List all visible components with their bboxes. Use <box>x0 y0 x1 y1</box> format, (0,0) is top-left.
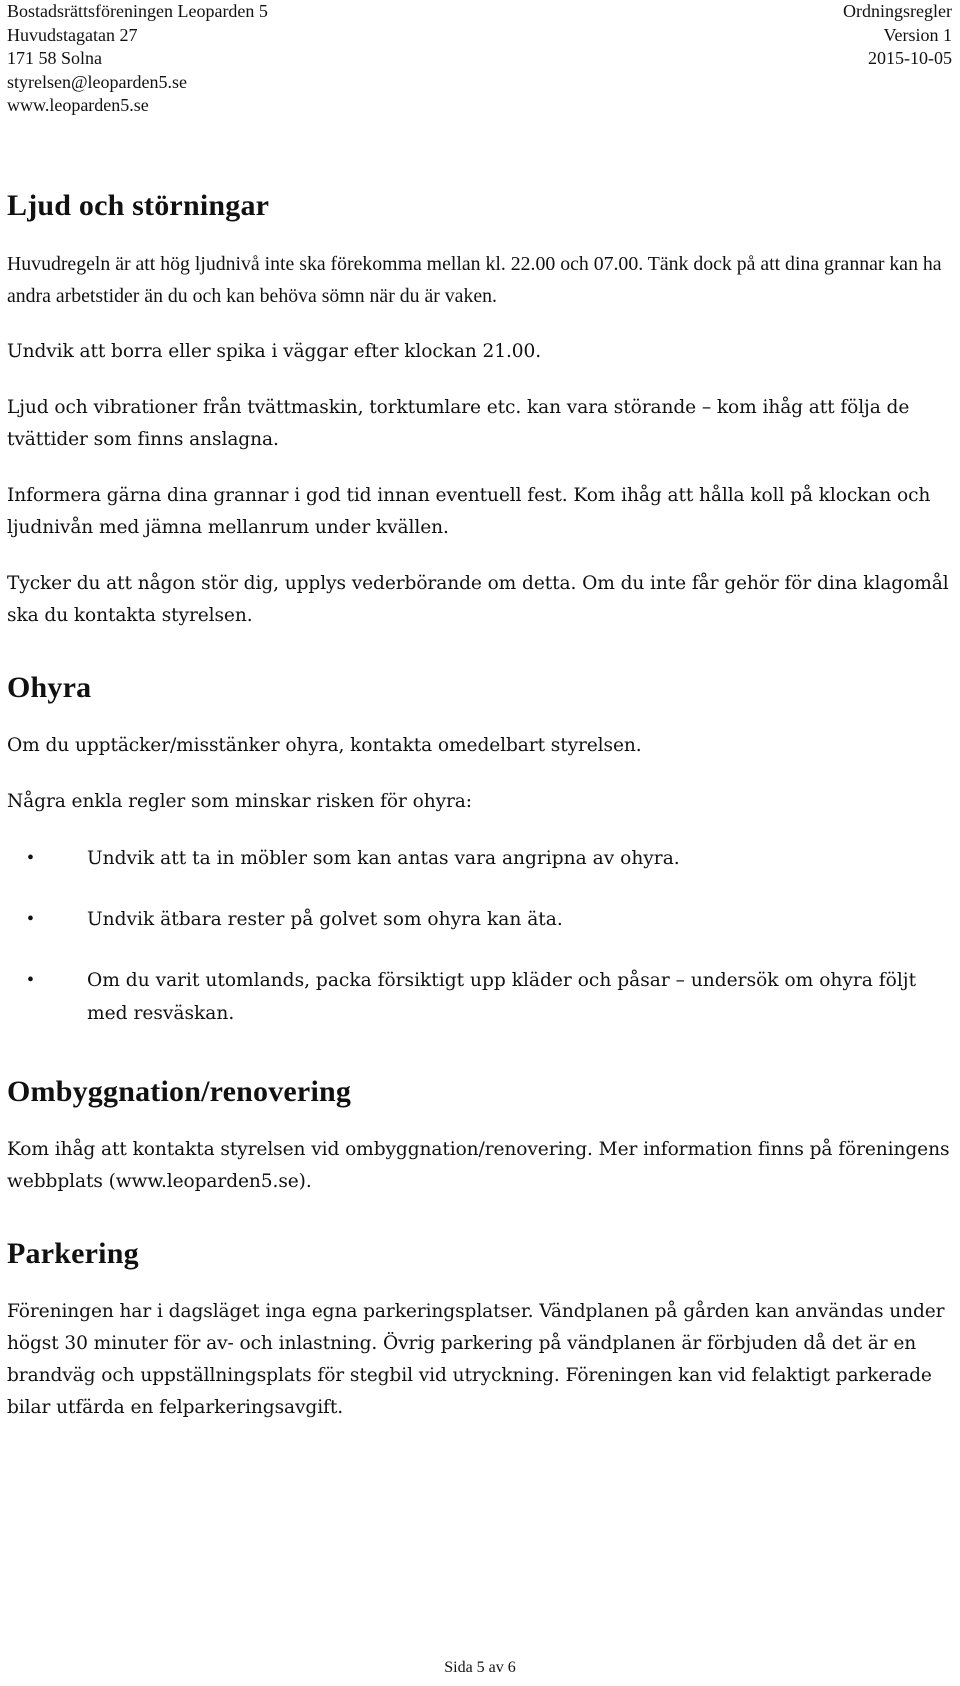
list-item-text: Undvik ätbara rester på golvet som ohyra kan äta. <box>87 909 563 930</box>
noise-paragraph-quiet-hours: Huvudregeln är att hög ljudnivå inte ska förekomma mellan kl. 22.00 och 07.00. Tänk dock på att dina grannar kan ha andra arbetstider än du och kan behöva sömn när du är vaken. <box>7 253 942 307</box>
header-document-info <box>843 0 952 71</box>
postal-address: 171 58 Solna <box>7 48 103 68</box>
street-address: Huvudstagatan 27 <box>7 24 138 45</box>
noise-paragraph-complaints: Tycker du att någon stör dig, upplys vederbörande om detta. Om du inte får gehör för dina klagomål ska du kontakta styrelsen. <box>7 573 949 626</box>
list-item-text: Undvik att ta in möbler som kan antas vara angripna av ohyra. <box>87 848 680 869</box>
pests-paragraph-rules-intro: Några enkla regler som minskar risken för ohyra: <box>7 791 472 812</box>
document-date: 2015-10-05 <box>868 48 952 68</box>
list-item <box>7 964 952 1030</box>
section-heading-parking: Parkering <box>7 1237 139 1270</box>
noise-paragraph-laundry: Ljud och vibrationer från tvättmaskin, torktumlare etc. kan vara störande – kom ihåg att följa de tvättider som finns anslagna. <box>7 397 910 450</box>
document-body <box>7 186 952 1448</box>
bullet-icon: • <box>27 969 34 991</box>
document-version: Version 1 <box>883 24 952 45</box>
website-address: www.leoparden5.se <box>7 95 149 115</box>
email-address: styrelsen@leoparden5.se <box>7 71 188 92</box>
bullet-icon: • <box>27 847 34 869</box>
association-name: Bostadsrättsföreningen Leoparden 5 <box>7 1 268 21</box>
list-item <box>7 903 952 936</box>
pests-paragraph-contact: Om du upptäcker/misstänker ohyra, kontakta omedelbart styrelsen. <box>7 735 642 756</box>
list-item <box>7 842 952 875</box>
noise-paragraph-drilling: Undvik att borra eller spika i väggar efter klockan 21.00. <box>7 341 542 362</box>
renovation-paragraph: Kom ihåg att kontakta styrelsen vid ombyggnation/renovering. Mer information finns på föreningens webbplats (www.leoparden5.se). <box>7 1139 950 1192</box>
parking-paragraph: Föreningen har i dagsläget inga egna parkeringsplatser. Vändplanen på gården kan användas under högst 30 minuter för av- och inlastning. Övrig parkering på vändplanen är förbjuden då det är en brandväg och uppställningsplats för stegbil vid utryckning. Föreningen kan vid felaktigt parkerade bilar utfärda en felparkeringsavgift. <box>7 1301 945 1418</box>
pests-rules-list <box>7 842 952 1030</box>
header-address-block <box>7 0 268 118</box>
list-item-text: Om du varit utomlands, packa försiktigt upp kläder och påsar – undersök om ohyra följt med resväskan. <box>87 970 917 1024</box>
document-title: Ordningsregler <box>843 1 952 21</box>
bullet-icon: • <box>27 908 34 930</box>
section-heading-renovation: Ombyggnation/renovering <box>7 1075 352 1108</box>
noise-paragraph-party: Informera gärna dina grannar i god tid innan eventuell fest. Kom ihåg att hålla koll på klockan och ljudnivån med jämna mellanrum under kvällen. <box>7 485 931 538</box>
section-heading-noise: Ljud och störningar <box>7 189 270 222</box>
section-heading-pests: Ohyra <box>7 671 92 704</box>
page-number: Sida 5 av 6 <box>444 1659 516 1676</box>
